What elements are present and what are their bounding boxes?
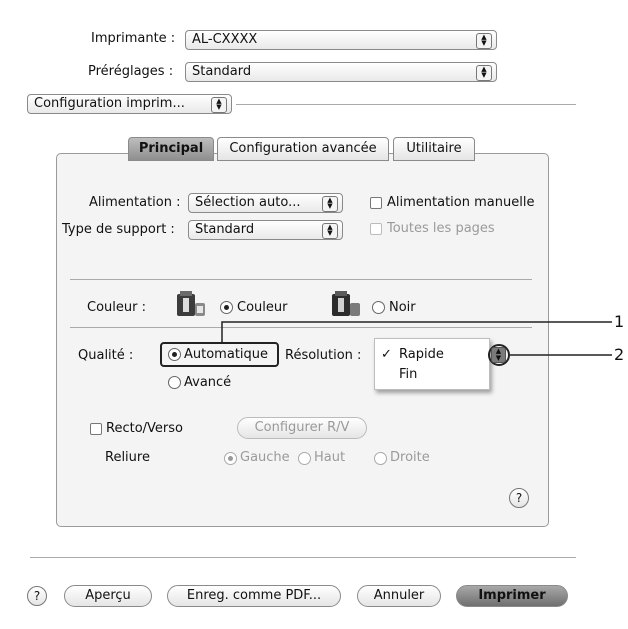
color-label: Couleur : [87,300,146,315]
checkmark-icon: ✓ [381,347,392,362]
popup-arrows-icon: ▲ ▼ [476,33,492,49]
callout-number-2: 2 [614,345,625,364]
printer-label: Imprimante : [91,31,176,46]
tab-configuration-avancee[interactable]: Configuration avancée [217,137,389,161]
resolution-option-fin[interactable]: Fin [399,367,418,382]
preview-button[interactable]: Aperçu [64,585,152,607]
presets-value: Standard [192,64,252,79]
cancel-button[interactable]: Annuler [357,585,441,607]
binding-option-gauche: Gauche [240,450,290,465]
callout-number-1: 1 [614,312,625,331]
resolution-popup-arrows-icon[interactable]: ▲ ▼ [491,347,506,363]
color-option-noir: Noir [389,300,416,315]
presets-label: Préréglages : [88,64,174,79]
color-option-couleur: Couleur [237,300,288,315]
media-type-value: Standard [195,222,255,237]
all-pages-label: Toutes les pages [387,221,495,236]
tab-principal[interactable]: Principal [128,137,214,161]
configure-duplex-button[interactable]: Configurer R/V [237,417,367,439]
tab-utilitaire[interactable]: Utilitaire [393,137,475,161]
print-button[interactable]: Imprimer [456,585,568,607]
paper-source-label: Alimentation : [89,195,181,210]
popup-arrows-icon: ▲ ▼ [322,223,338,239]
help-icon[interactable]: ? [27,586,47,606]
binding-label: Reliure [105,450,150,465]
help-icon[interactable]: ? [509,488,529,508]
media-type-label: Type de support : [62,222,175,237]
manual-feed-label: Alimentation manuelle [387,195,535,210]
resolution-label: Résolution : [285,348,362,363]
paper-source-value: Sélection auto... [195,195,301,210]
duplex-label: Recto/Verso [106,421,183,436]
binding-option-droite: Droite [390,450,430,465]
popup-arrows-icon: ▲ ▼ [211,97,227,113]
save-pdf-button[interactable]: Enreg. comme PDF... [167,585,341,607]
quality-label: Qualité : [78,348,134,363]
binding-option-haut: Haut [314,450,346,465]
quality-option-automatique: Automatique [184,347,269,362]
panel-selector-value: Configuration imprim... [34,96,185,111]
popup-arrows-icon: ▲ ▼ [322,196,338,212]
quality-option-avance: Avancé [184,375,232,390]
popup-arrows-icon: ▲ ▼ [476,65,492,81]
resolution-option-rapide[interactable]: Rapide [399,347,444,362]
printer-value: AL-CXXXX [192,32,258,47]
